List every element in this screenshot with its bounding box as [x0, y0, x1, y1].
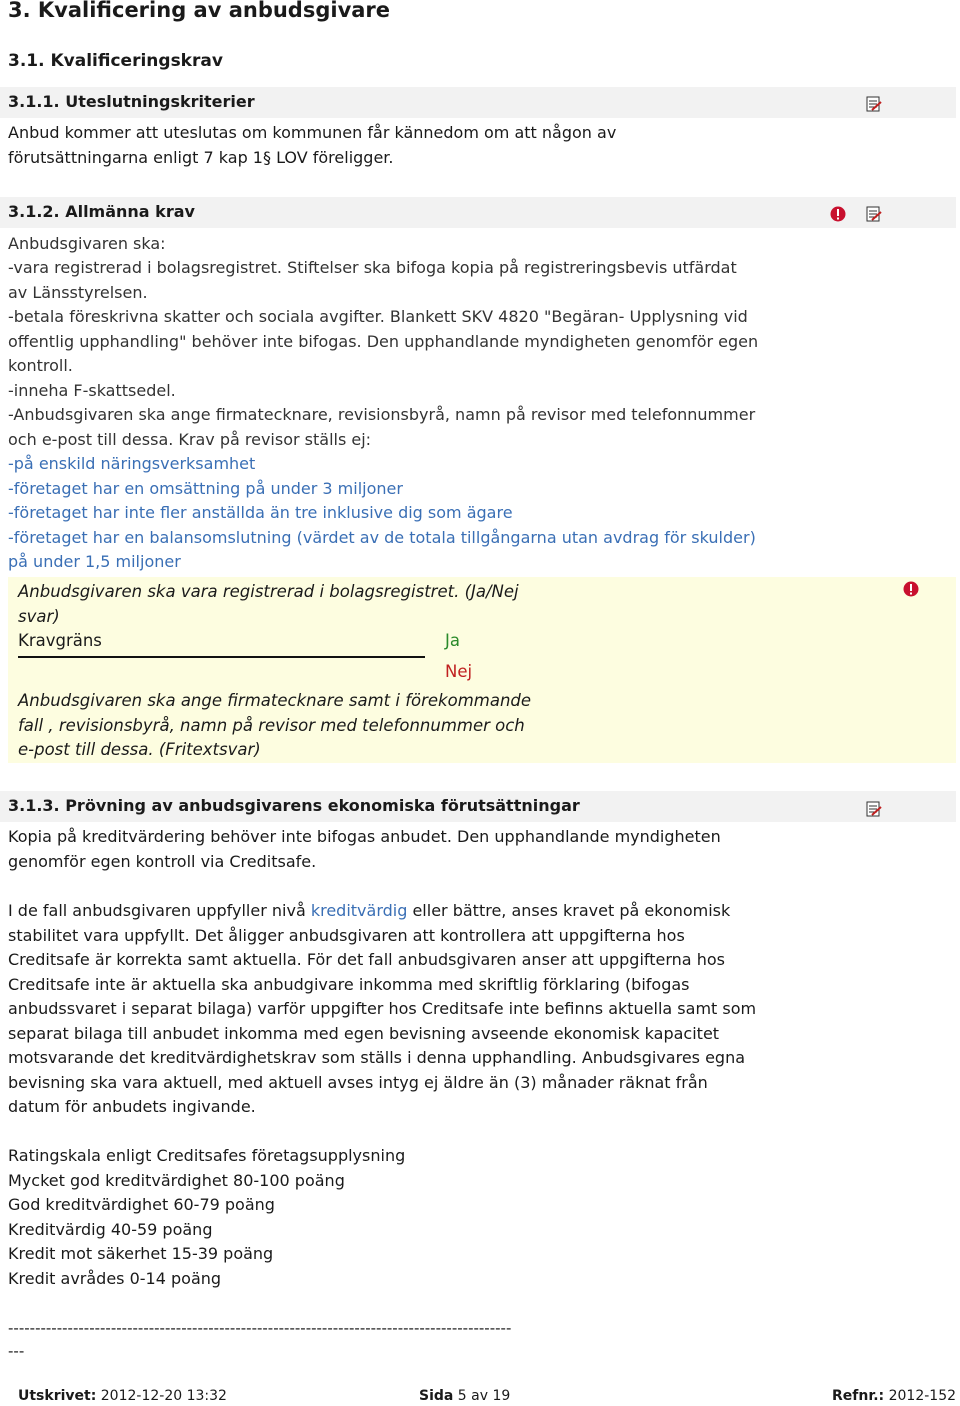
- section-311-title: 3.1.1. Uteslutningskriterier: [8, 92, 255, 111]
- warning-icon: [903, 581, 919, 597]
- section-312-title: 3.1.2. Allmänna krav: [8, 202, 195, 221]
- rating-scale: Ratingskala enligt Creditsafes företagsupplysning Mycket god kreditvärdighet 80-100 poäng God kreditvärdighet 60-79 poäng Kreditvärdig 40-59 poäng Kredit mot säkerhet 15-39 poäng Kredit avrådes 0-14 poäng: [8, 1146, 406, 1288]
- edit-document-icon[interactable]: [866, 206, 882, 222]
- section-311-text: Anbud kommer att uteslutas om kommunen får kännedom om att någon av förutsättningarna enligt 7 kap 1§ LOV föreligger.: [8, 123, 617, 167]
- answer-nej[interactable]: Nej: [445, 662, 473, 681]
- kreditvardig-link[interactable]: kreditvärdig: [310, 901, 408, 920]
- section-312-text: -vara registrerad i bolagsregistret. Stiftelser ska bifoga kopia på registreringsbevis utfärdat av Länsstyrelsen. -betala föreskrivna skatter och sociala avgifter. Blankett SKV 4820 "Begäran- Upplysning vid offentlig upphandling" behöver inte bifogas. Den upphandlande myndigheten genomför egen kontroll. -inneha F-skattsedel. -Anbudsgivaren ska ange firmatecknare, revisionsbyrå, namn på revisor med telefonnummer och e-post till dessa. Krav på revisor ställs ej: -på enskild näringsverksamhet -företaget har en omsättning på under 3 miljoner -företaget har inte fler anställda än tre inklusive dig som ägare -företaget har en balansomslutning (värdet av de totala tillgångarna utan avdrag för skulder) på under 1,5 miljoner: [8, 258, 759, 571]
- section-313-title: 3.1.3. Prövning av anbudsgivarens ekonomiska förutsättningar: [8, 796, 580, 815]
- page-heading: 3. Kvalificering av anbudsgivare: [8, 0, 391, 22]
- footer-refnr: Refnr.: 2012-152: [832, 1388, 957, 1404]
- answer-ja[interactable]: Ja: [445, 631, 460, 650]
- section-313-paragraph-2: I de fall anbudsgivaren uppfyller nivå kreditvärdig eller bättre, anses kravet på ekonomisk stabilitet vara uppfyllt. Det åligger anbudsgivaren att kontrollera att uppgifterna hos Creditsafe är korrekta samt aktuella. För det fall anbudsgivaren anser att uppgifterna hos Creditsafe inte är aktuella ska anbudgivare inkomma med skriftlig förklaring (bifogas anbudssvaret i separat bilaga) varför uppgifter hos Creditsafe inte befinns aktuella samt som separat bilaga till anbudet inkomma med egen bevisning avseende ekonomisk kapacitet motsvarande det kreditvärdighetskrav som ställs i denna upphandling. Anbudsgivares egna bevisning ska vara aktuell, med aktuell avses intyg ej äldre än (3) månader räknat från datum för anbudets ingivande.: [8, 901, 757, 1116]
- footer-page: Sida 5 av 19: [419, 1388, 511, 1404]
- subheading: 3.1. Kvalificeringskrav: [8, 51, 223, 71]
- kravgrans-divider: [18, 656, 425, 658]
- footer-printed: Utskrivet: 2012-12-20 13:32: [18, 1388, 227, 1404]
- dash-separator: --------------------------------------------------------------------------------------------- ---: [8, 1319, 512, 1360]
- section-312-subtitle: Anbudsgivaren ska:: [8, 234, 166, 253]
- section-313-paragraph-1: Kopia på kreditvärdering behöver inte bifogas anbudet. Den upphandlande myndigheten genomför egen kontroll via Creditsafe.: [8, 827, 721, 871]
- warning-icon: [830, 206, 846, 222]
- question-registered: Anbudsgivaren ska vara registrerad i bolagsregistret. (Ja/Nej svar): [18, 582, 519, 626]
- edit-document-icon[interactable]: [866, 801, 882, 817]
- kravgrans-label: Kravgräns: [18, 631, 102, 650]
- question-signatory: Anbudsgivaren ska ange firmatecknare samt i förekommande fall , revisionsbyrå, namn på revisor med telefonnummer och e-post till dessa. (Fritextsvar): [18, 691, 532, 759]
- edit-document-icon[interactable]: [866, 96, 882, 112]
